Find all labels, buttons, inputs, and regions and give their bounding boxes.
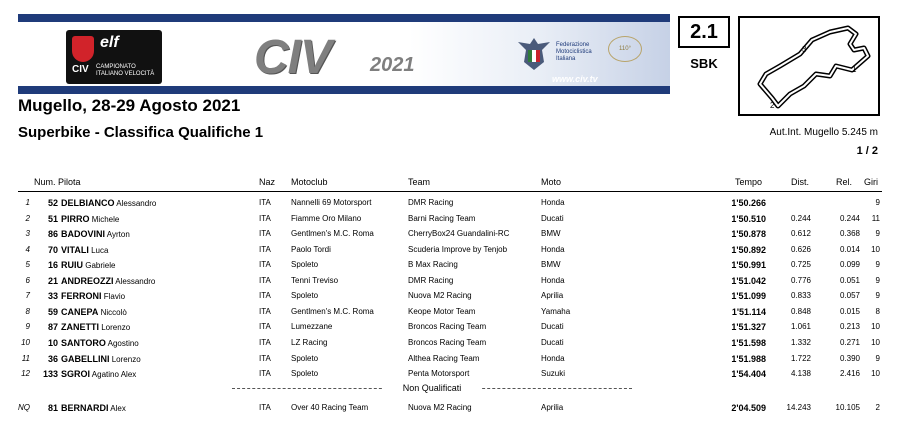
moto-cell: Aprilia [541,403,564,412]
campionato-text: CAMPIONATO ITALIANO VELOCITÀ [96,64,155,77]
laps-cell: 8 [875,306,880,316]
col-header-num-pilota: Num. Pilota [34,177,81,187]
pos-cell: 8 [25,306,30,316]
laps-cell: 9 [875,353,880,363]
fmi-line: Federazione [556,42,590,48]
elf-brand-text: elf [100,34,119,51]
moto-cell: Honda [541,244,565,254]
nation-cell: ITA [259,198,271,207]
col-header-giri: Giri [864,177,878,187]
table-row [0,245,900,260]
dist-cell: 1.061 [790,322,811,332]
pos-cell: 12 [21,369,30,379]
motoclub-cell: Spoleto [291,291,319,301]
dist-cell: 4.138 [790,369,811,379]
fmi-eagle-icon [516,34,552,74]
nation-cell: ITA [259,275,271,285]
number-cell: 33 [47,291,58,302]
fmi-text [556,42,592,63]
rider-last-name: ANDREOZZI [61,275,114,286]
laps-cell: 9 [875,229,880,239]
moto-cell: Honda [541,275,565,285]
separator-dash [472,388,632,389]
team-cell: Althea Racing Team [408,353,480,363]
civ-year: 2021 [370,54,415,76]
table-row [0,291,900,306]
rider-name-cell [61,291,125,301]
banner-bottom-stripe [18,86,670,94]
turn-label: 1 [852,65,857,74]
rider-name-cell [61,260,115,270]
pos-cell: 9 [25,322,30,332]
session-title: Superbike - Classifica Qualifiche 1 [18,124,264,141]
nation-cell: ITA [259,337,271,347]
number-cell: 52 [47,198,58,208]
header-rule [18,191,882,192]
col-header-rel: Rel. [836,177,853,187]
col-header-team: Team [408,177,431,187]
fmi-anniversary-badge: 110° [608,36,642,62]
laps-cell: 9 [875,291,880,301]
moto-cell: Honda [541,198,565,207]
round-number: 2.1 [678,16,730,48]
team-cell: DMR Racing [408,198,454,207]
moto-cell: Ducati [541,322,564,332]
time-cell: 1'50.991 [731,260,766,271]
pos-cell: 1 [25,198,30,207]
time-cell: 2'04.509 [731,403,766,413]
laps-cell: 9 [875,198,880,207]
rider-first-name: Niccolò [100,307,127,317]
table-row [0,229,900,244]
civ-url: www.civ.tv [552,74,598,84]
tricolor-shield-icon [72,36,94,62]
motoclub-cell: Nannelli 69 Motorsport [291,198,372,207]
rider-first-name: Michele [91,214,120,224]
table-row [0,369,900,384]
time-cell: 1'51.327 [731,322,766,333]
table-row [0,354,900,369]
nation-cell: ITA [259,322,271,332]
number-cell: 10 [47,337,58,348]
rel-cell: 10.105 [835,403,860,412]
rider-name-cell [61,322,130,332]
rider-last-name: FERRONI [61,291,102,302]
table-row [0,307,900,322]
laps-cell: 2 [875,403,880,412]
nation-cell: ITA [259,213,271,223]
dist-cell: 0.626 [790,244,811,254]
nation-cell: ITA [259,306,271,316]
motoclub-cell: Lumezzane [291,322,333,332]
fmi-line: Motociclistica [556,49,592,55]
rider-first-name: Luca [91,245,109,255]
rel-cell: 0.271 [839,337,860,347]
number-cell: 70 [47,244,58,255]
rider-last-name: CANEPA [61,306,99,317]
rider-name-cell [61,229,130,239]
rider-last-name: DELBIANCO [61,198,115,208]
dist-cell: 0.776 [790,275,811,285]
team-cell: Nuova M2 Racing [408,403,472,412]
laps-cell: 10 [871,322,880,332]
non-qualified-separator [232,383,632,393]
motoclub-cell: Spoleto [291,260,319,270]
time-cell: 1'51.598 [731,337,766,348]
col-header-motoclub: Motoclub [291,177,328,187]
rider-last-name: VITALI [61,244,89,255]
rider-last-name: BERNARDI [61,403,109,413]
track-map [738,16,880,116]
rider-first-name: Ayrton [106,230,130,240]
civ-mini-text: CIV [72,64,89,75]
dist-cell: 0.244 [790,213,811,223]
laps-cell: 10 [871,369,880,379]
pos-cell: NQ [18,403,30,412]
dist-cell: 1.332 [790,337,811,347]
time-cell: 1'50.892 [731,244,766,255]
rel-cell: 0.014 [839,244,860,254]
rider-last-name: BADOVINI [61,229,106,240]
motoclub-cell: Fiamme Oro Milano [291,213,362,223]
team-cell: B Max Racing [408,260,458,270]
rider-first-name: Alessandro [116,199,157,208]
turn-label: 2 [770,101,775,110]
nation-cell: ITA [259,369,271,379]
rider-name-cell [61,338,139,348]
rider-first-name: Agatino Alex [91,370,137,380]
team-cell: Keope Motor Team [408,306,476,316]
team-cell: Penta Motorsport [408,369,470,379]
time-cell: 1'51.099 [731,291,766,302]
rider-last-name: RUIU [61,260,83,271]
rider-first-name: Lorenzo [101,323,131,333]
team-cell: Broncos Racing Team [408,337,487,347]
moto-cell: Yamaha [541,306,571,316]
motoclub-cell: Tenni Treviso [291,275,339,285]
header-banner [18,14,670,94]
dist-cell: 1.722 [790,353,811,363]
moto-cell: BMW [541,260,561,270]
table-row [0,276,900,291]
time-cell: 1'51.988 [731,353,766,364]
rider-first-name: Gabriele [85,261,116,271]
event-title: Mugello, 28-29 Agosto 2021 [18,96,241,115]
dist-cell: 0.725 [790,260,811,270]
rider-name-cell [61,276,155,286]
table-row [0,198,900,213]
rider-name-cell [61,214,119,224]
motoclub-cell: Over 40 Racing Team [291,403,369,412]
pos-cell: 5 [25,260,30,270]
col-header-tempo: Tempo [735,177,763,187]
rider-name-cell [61,403,126,413]
col-header-moto: Moto [541,177,562,187]
table-row [0,338,900,353]
non-qualified-label: Non Qualificati [382,383,482,393]
pos-cell: 7 [25,291,30,301]
time-cell: 1'50.266 [731,198,766,208]
moto-cell: Honda [541,353,565,363]
rider-last-name: SANTORO [61,337,106,348]
table-row [0,322,900,337]
rider-last-name: GABELLINI [61,353,110,364]
rider-name-cell [61,198,156,208]
pos-cell: 4 [25,244,30,254]
page-number: 1 / 2 [856,145,878,157]
elf-civ-logo [66,30,162,84]
rider-name-cell [61,245,108,255]
rider-first-name: Alessandro [115,276,156,286]
laps-cell: 11 [871,213,880,223]
nation-cell: ITA [259,244,271,254]
nation-cell: ITA [259,229,271,239]
col-header-dist: Dist. [791,177,809,187]
rider-first-name: Flavio [103,292,126,302]
number-cell: 21 [47,275,58,286]
rider-last-name: PIRRO [61,213,90,224]
turn-label: 3 [802,45,807,54]
laps-cell: 10 [871,337,880,347]
moto-cell: BMW [541,229,561,239]
rider-first-name: Alex [110,404,126,413]
civ-logo: CIV [254,31,332,84]
rel-cell: 0.213 [839,322,860,332]
number-cell: 87 [47,322,58,333]
rider-last-name: ZANETTI [61,322,99,333]
time-cell: 1'51.114 [731,306,766,317]
moto-cell: Suzuki [541,369,566,379]
nation-cell: ITA [259,291,271,301]
dist-cell: 0.612 [790,229,811,239]
team-cell: Scuderia Improve by Tenjob [408,244,508,254]
separator-dash [232,388,392,389]
rel-cell: 0.099 [839,260,860,270]
rider-name-cell [61,369,136,379]
team-cell: DMR Racing [408,275,454,285]
pos-cell: 10 [21,337,30,347]
rider-name-cell [61,354,141,364]
pos-cell: 11 [21,353,30,363]
dist-cell: 0.848 [790,306,811,316]
moto-cell: Ducati [541,337,564,347]
table-row [0,214,900,229]
dist-cell: 0.833 [790,291,811,301]
laps-cell: 9 [875,275,880,285]
rel-cell: 0.057 [839,291,860,301]
number-cell: 16 [47,260,58,271]
table-row [0,260,900,275]
dist-cell: 14.243 [786,403,811,412]
team-cell: Nuova M2 Racing [408,291,472,301]
table-row [0,403,900,418]
motoclub-cell: LZ Racing [291,337,328,347]
number-cell: 81 [47,403,58,413]
nation-cell: ITA [259,403,271,412]
rider-first-name: Lorenzo [111,354,141,364]
rel-cell: 0.015 [839,306,860,316]
rel-cell: 0.051 [839,275,860,285]
team-cell: CherryBox24 Guandalini-RC [408,229,510,239]
team-cell: Broncos Racing Team [408,322,487,332]
team-cell: Barni Racing Team [408,213,476,223]
time-cell: 1'50.878 [731,229,766,240]
fmi-line: Italiana [556,56,576,62]
rider-name-cell [61,307,127,317]
col-header-naz: Naz [259,177,276,187]
number-cell: 133 [42,369,58,380]
banner-top-stripe [18,14,670,22]
time-cell: 1'54.404 [731,369,766,380]
number-cell: 36 [47,353,58,364]
number-cell: 86 [47,229,58,240]
motoclub-cell: Gentlmen's M.C. Roma [291,229,374,239]
rel-cell: 0.244 [839,213,860,223]
moto-cell: Aprilia [541,291,564,301]
time-cell: 1'51.042 [731,275,766,286]
motoclub-cell: Gentlmen's M.C. Roma [291,306,374,316]
rel-cell: 0.368 [839,229,860,239]
pos-cell: 6 [25,275,30,285]
class-label: SBK [690,56,718,71]
motoclub-cell: Spoleto [291,353,319,363]
laps-cell: 10 [871,244,880,254]
nation-cell: ITA [259,353,271,363]
number-cell: 59 [47,306,58,317]
circuit-info: Aut.Int. Mugello 5.245 m [769,127,878,138]
motoclub-cell: Spoleto [291,369,319,379]
mugello-circuit-icon [740,18,878,114]
rel-cell: 2.416 [839,369,860,379]
number-cell: 51 [47,213,58,224]
motoclub-cell: Paolo Tordi [291,244,331,254]
nation-cell: ITA [259,260,271,270]
pos-cell: 2 [25,213,30,223]
rel-cell: 0.390 [839,353,860,363]
laps-cell: 9 [875,260,880,270]
rider-last-name: SGROI [61,369,91,380]
pos-cell: 3 [25,229,30,239]
rider-first-name: Agostino [107,338,139,348]
moto-cell: Ducati [541,213,564,223]
time-cell: 1'50.510 [731,213,766,224]
